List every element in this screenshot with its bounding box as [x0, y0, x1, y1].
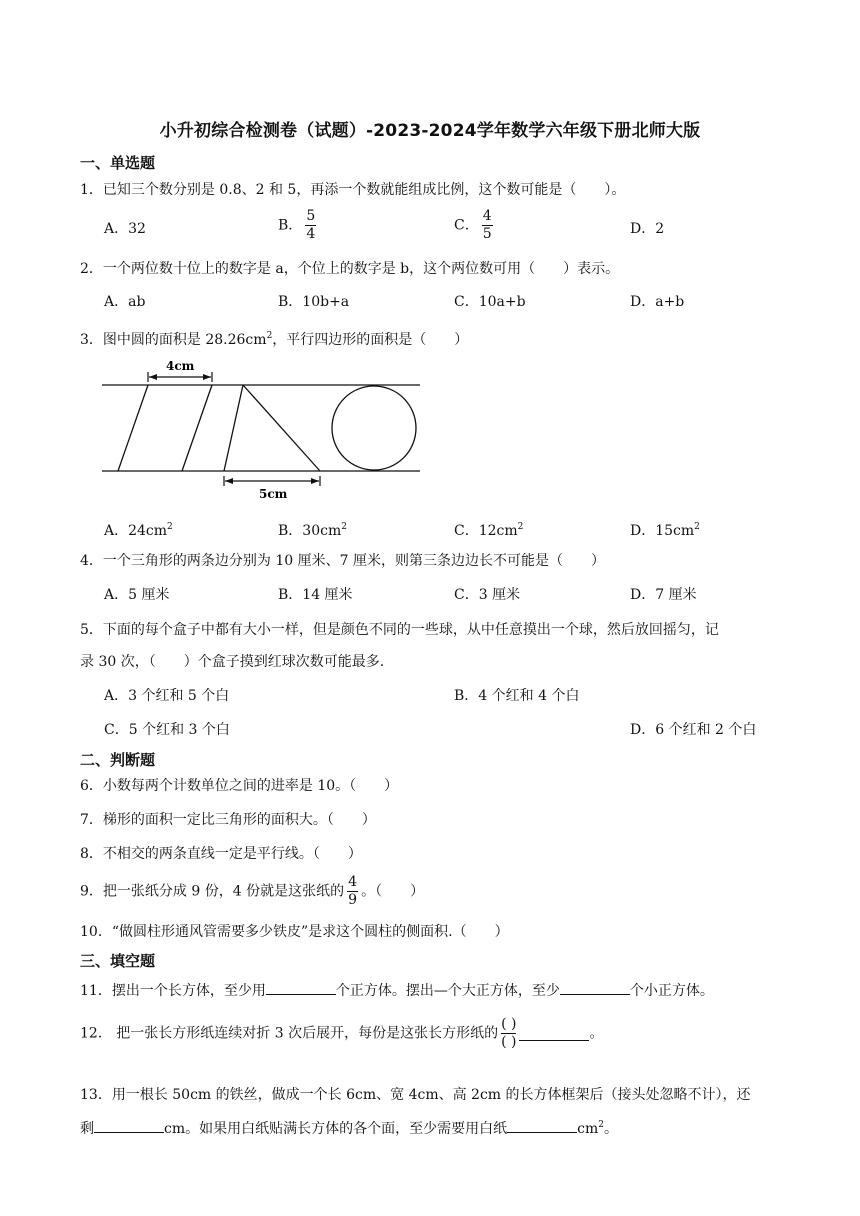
q1-option-a: A．32: [104, 221, 146, 237]
question-10: 10．“做圆柱形通风管需要多少铁皮”是求这个圆柱的侧面积.（ ）: [80, 924, 509, 940]
answer-blank[interactable]: [560, 980, 630, 995]
q2-option-d: D．a+b: [630, 294, 685, 310]
question-13-line-2: 剩 cm。如果用白纸贴满长方体的各个面，至少需要用白纸 $cm^2$。: [80, 1120, 618, 1137]
q1-option-d: D．2: [630, 221, 665, 237]
parallelogram-right-side: [182, 385, 212, 471]
question-6: 6．小数每两个计数单位之间的进率是 10。（ ）: [80, 778, 399, 794]
q2-option-c: C．10a+b: [454, 294, 526, 310]
question-4: 4．一个三角形的两条边分别为 10 厘米、7 厘米，则第三条边边长不可能是（ ）: [80, 553, 605, 569]
q5-option-d: D．6 个红和 2 个白: [630, 722, 757, 738]
question-12: 12． 把一张长方形纸连续对折 3 次后展开，每份是这张长方形纸的 $\frac{( )}{( )}$ 。: [80, 1016, 604, 1050]
q4-option-d: D．7 厘米: [630, 587, 697, 603]
q3-option-a: A．$24cm^2$: [104, 522, 173, 539]
page-title: 小升初综合检测卷（试题）-2023-2024学年数学六年级下册北师大版: [159, 121, 701, 141]
fraction: $\frac{4}{9}$: [348, 874, 358, 908]
question-1: 1．已知三个数分别是 0.8、2 和 5，再添一个数就能组成比例，这个数可能是（ ）。: [80, 182, 626, 198]
triangle-left-side: [224, 385, 243, 471]
circle: [332, 386, 416, 470]
question-5-line-2: 录 30 次，（ ）个盒子摸到红球次数可能最多.: [80, 654, 385, 670]
q3-option-b: B．$30cm^2$: [278, 522, 347, 539]
q4-option-c: C．3 厘米: [454, 587, 521, 603]
parallelogram-left-side: [118, 385, 148, 471]
answer-blank[interactable]: [94, 1118, 164, 1133]
fraction: $\frac{5}{4}$: [306, 208, 316, 242]
q4-option-b: B．14 厘米: [278, 587, 353, 603]
q5-option-c: C．5 个红和 3 个白: [104, 722, 230, 738]
question-11: 11．摆出一个长方体，至少用 个正方体。摆出—个大正方体，至少 个小正方体。: [80, 980, 714, 1001]
answer-blank[interactable]: [266, 980, 336, 995]
question-3: 3．图中圆的面积是 $28.26cm^2$，平行四边形的面积是（ ）: [80, 331, 469, 348]
question-2: 2．一个两位数十位上的数字是 a，个位上的数字是 b，这个两位数可用（ ）表示。: [80, 261, 620, 277]
label-5cm: 5cm: [259, 487, 288, 501]
q2-option-b: B．10b+a: [278, 294, 350, 310]
label-4cm: 4cm: [166, 359, 195, 373]
question-9: 9．把一张纸分成 9 份，4 份就是这张纸的 $\frac{4}{9}$ 。（ ）: [80, 874, 425, 908]
question-13-line-1: 13．用一根长 50cm 的铁丝，做成一个长 6cm、宽 4cm、高 2cm 的长方体框架后（接头处忽略不计），还: [80, 1087, 751, 1103]
q1-option-b: B． $\frac{5}{4}$: [278, 208, 316, 242]
fraction: $\frac{4}{5}$: [482, 208, 492, 242]
answer-blank[interactable]: [507, 1118, 577, 1133]
q2-option-a: A．ab: [104, 294, 146, 310]
question-7: 7．梯形的面积一定比三角形的面积大。（ ）: [80, 812, 376, 828]
q4-option-a: A．5 厘米: [104, 587, 170, 603]
q3-option-c: C．$12cm^2$: [454, 522, 524, 539]
answer-blank[interactable]: [519, 1026, 589, 1041]
section-heading-true-false: 二、判断题: [80, 751, 156, 769]
q5-option-b: B．4 个红和 4 个白: [454, 688, 580, 704]
section-heading-fill-blank: 三、填空题: [80, 952, 156, 970]
section-heading-single-choice: 一、单选题: [80, 154, 156, 172]
triangle-right-side: [243, 385, 320, 471]
q3-option-d: D．$15cm^2$: [630, 522, 700, 539]
question-8: 8．不相交的两条直线一定是平行线。（ ）: [80, 846, 362, 862]
geometry-figure: [96, 352, 426, 502]
q1-option-c: C． $\frac{4}{5}$: [454, 208, 492, 242]
q5-option-a: A．3 个红和 5 个白: [104, 688, 230, 704]
fraction-blank[interactable]: $\frac{( )}{( )}$: [501, 1016, 517, 1050]
question-5-line-1: 5．下面的每个盒子中都有大小一样，但是颜色不同的一些球，从中任意摸出一个球，然后放回摇匀，记: [80, 622, 719, 638]
